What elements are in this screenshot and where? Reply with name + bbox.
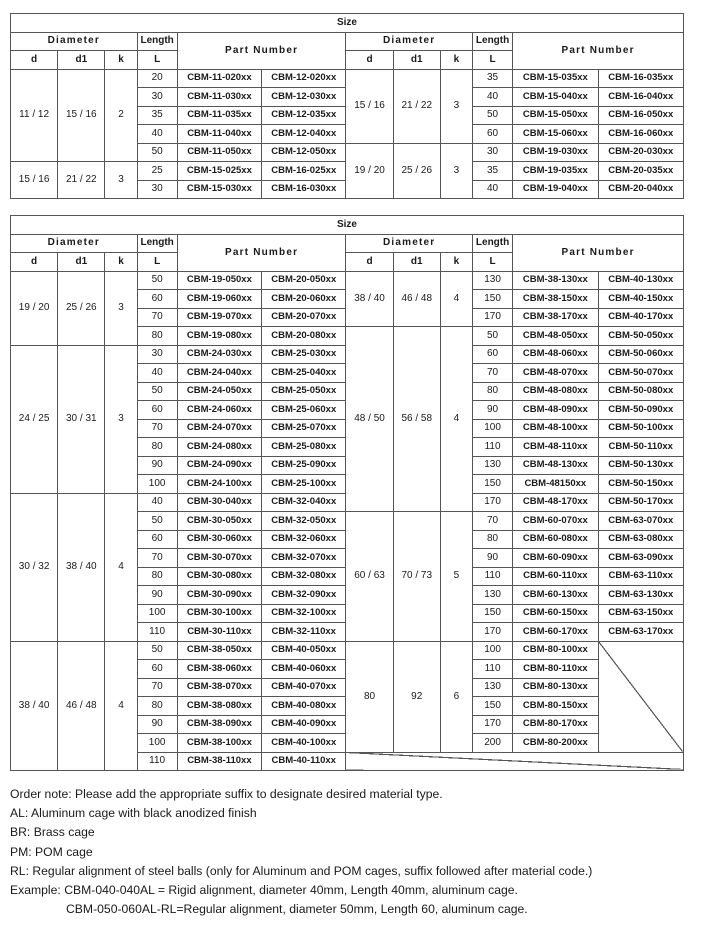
part-number-cell: CBM-11-035xx	[177, 106, 261, 125]
k-cell: 4	[105, 641, 137, 771]
part-number-cell: CBM-48-090xx	[513, 401, 598, 420]
part-number-cell: CBM-40-060xx	[262, 660, 346, 679]
length-cell: 60	[137, 290, 177, 309]
part-number-cell: CBM-50-170xx	[598, 493, 683, 512]
part-number-cell: CBM-40-100xx	[262, 734, 346, 753]
part-number-cell: CBM-80-150xx	[513, 697, 598, 716]
d1-cell: 25 / 26	[393, 143, 440, 199]
part-number-cell: CBM-50-110xx	[598, 438, 683, 457]
length-cell: 90	[137, 715, 177, 734]
note-line: AL: Aluminum cage with black anodized finish	[10, 806, 257, 821]
length-cell: 40	[472, 88, 512, 107]
part-number-cell: CBM-19-080xx	[177, 327, 261, 346]
length-cell: 40	[137, 125, 177, 144]
note-line: RL: Regular alignment of steel balls (only for Aluminum and POM cages, suffix followed after material code.)	[10, 863, 593, 878]
length-cell: 170	[472, 715, 512, 734]
part-number-cell: CBM-20-080xx	[262, 327, 346, 346]
part-number-cell: CBM-12-020xx	[262, 69, 346, 88]
part-number-cell: CBM-16-025xx	[262, 162, 346, 181]
length-cell: 110	[472, 567, 512, 586]
part-number-cell: CBM-60-110xx	[513, 567, 598, 586]
d-cell: 15 / 16	[11, 162, 58, 199]
part-number-cell: CBM-20-070xx	[262, 308, 346, 327]
part-number-cell: CBM-60-080xx	[513, 530, 598, 549]
part-number-cell: CBM-80-170xx	[513, 715, 598, 734]
part-number-cell: CBM-11-020xx	[177, 69, 261, 88]
part-number-cell: CBM-30-060xx	[177, 530, 261, 549]
length-cell: 80	[137, 327, 177, 346]
empty-filler-cell	[346, 752, 684, 771]
part-number-cell: CBM-16-030xx	[262, 180, 346, 199]
table-row	[11, 641, 684, 660]
length-cell: 30	[137, 345, 177, 364]
length-cell: 200	[472, 734, 512, 753]
length-cell: 150	[472, 290, 512, 309]
length-cell: 130	[472, 678, 512, 697]
part-number-cell: CBM-40-090xx	[262, 715, 346, 734]
part-number-cell: CBM-48-050xx	[513, 327, 598, 346]
part-number-cell: CBM-25-080xx	[262, 438, 346, 457]
length-cell: 30	[137, 180, 177, 199]
length-cell: 70	[137, 419, 177, 438]
empty-diagonal-cell	[598, 641, 683, 752]
part-number-cell: CBM-19-030xx	[513, 143, 598, 162]
part-number-cell: CBM-63-130xx	[598, 586, 683, 605]
length-cell: 100	[472, 419, 512, 438]
length-cell: 130	[472, 456, 512, 475]
part-number-cell: CBM-24-060xx	[177, 401, 261, 420]
part-number-cell: CBM-38-060xx	[177, 660, 261, 679]
d1-cell: 15 / 16	[58, 69, 105, 162]
part-number-cell: CBM-24-040xx	[177, 364, 261, 383]
k-cell: 2	[105, 69, 137, 162]
k-cell: 3	[105, 162, 137, 199]
k-cell: 3	[440, 143, 472, 199]
part-number-cell: CBM-24-090xx	[177, 456, 261, 475]
d1-cell: 56 / 58	[393, 327, 440, 512]
length-cell: 80	[137, 438, 177, 457]
d1-cell: 30 / 31	[58, 345, 105, 493]
size-header-row	[11, 216, 684, 235]
part-number-cell: CBM-32-080xx	[262, 567, 346, 586]
part-number-cell: CBM-38-090xx	[177, 715, 261, 734]
diameter-header: Diameter	[11, 234, 138, 253]
part-number-cell: CBM-32-100xx	[262, 604, 346, 623]
note-line: BR: Brass cage	[10, 825, 95, 840]
diameter-header: Diameter	[346, 32, 473, 51]
length-cell: 150	[472, 604, 512, 623]
length-cell: 90	[472, 549, 512, 568]
length-cell: 70	[137, 549, 177, 568]
part-number-cell: CBM-32-090xx	[262, 586, 346, 605]
part-number-cell: CBM-12-030xx	[262, 88, 346, 107]
part-number-cell: CBM-48-110xx	[513, 438, 598, 457]
length-cell: 100	[472, 641, 512, 660]
length-cell: 35	[472, 162, 512, 181]
length-cell: 20	[137, 69, 177, 88]
part-number-cell: CBM-25-040xx	[262, 364, 346, 383]
k-cell: 4	[440, 327, 472, 512]
part-number-cell: CBM-48-070xx	[513, 364, 598, 383]
k-cell: 3	[440, 69, 472, 143]
part-number-cell: CBM-19-060xx	[177, 290, 261, 309]
d1-cell: 46 / 48	[58, 641, 105, 771]
part-number-cell: CBM-60-130xx	[513, 586, 598, 605]
d-header: d	[346, 253, 393, 272]
part-number-cell: CBM-24-050xx	[177, 382, 261, 401]
part-number-cell: CBM-40-150xx	[598, 290, 683, 309]
d-cell: 24 / 25	[11, 345, 58, 493]
part-number-cell: CBM-32-050xx	[262, 512, 346, 531]
l-header: L	[472, 51, 512, 70]
part-number-cell: CBM-25-070xx	[262, 419, 346, 438]
part-number-cell: CBM-40-170xx	[598, 308, 683, 327]
part-number-cell: CBM-15-050xx	[513, 106, 598, 125]
part-number-cell: CBM-24-100xx	[177, 475, 261, 494]
k-header: k	[440, 51, 472, 70]
length-cell: 130	[472, 271, 512, 290]
length-cell: 60	[472, 345, 512, 364]
part-number-cell: CBM-24-030xx	[177, 345, 261, 364]
length-cell: 150	[472, 697, 512, 716]
table-row	[11, 271, 684, 290]
d-header: d	[11, 253, 58, 272]
part-number-cell: CBM-80-100xx	[513, 641, 598, 660]
part-number-cell: CBM-20-035xx	[598, 162, 683, 181]
d1-cell: 21 / 22	[393, 69, 440, 143]
part-number-cell: CBM-25-090xx	[262, 456, 346, 475]
part-number-cell: CBM-19-035xx	[513, 162, 598, 181]
length-cell: 70	[472, 512, 512, 531]
part-number-cell: CBM-80-130xx	[513, 678, 598, 697]
d1-header: d1	[58, 51, 105, 70]
part-number-cell: CBM-30-080xx	[177, 567, 261, 586]
d1-cell: 21 / 22	[58, 162, 105, 199]
d-cell: 19 / 20	[11, 271, 58, 345]
length-header: Length	[137, 234, 177, 253]
l-header: L	[137, 51, 177, 70]
d-header: d	[11, 51, 58, 70]
d1-cell: 25 / 26	[58, 271, 105, 345]
part-number-cell: CBM-20-030xx	[598, 143, 683, 162]
part-number-cell: CBM-19-070xx	[177, 308, 261, 327]
length-cell: 30	[137, 88, 177, 107]
length-cell: 50	[137, 382, 177, 401]
length-cell: 90	[137, 456, 177, 475]
length-cell: 90	[472, 401, 512, 420]
part-number-cell: CBM-63-090xx	[598, 549, 683, 568]
length-cell: 90	[137, 586, 177, 605]
part-number-cell: CBM-63-150xx	[598, 604, 683, 623]
part-number-cell: CBM-25-100xx	[262, 475, 346, 494]
length-cell: 60	[137, 401, 177, 420]
part-number-cell: CBM-50-070xx	[598, 364, 683, 383]
length-cell: 50	[137, 271, 177, 290]
length-cell: 60	[137, 530, 177, 549]
d1-cell: 38 / 40	[58, 493, 105, 641]
part-number-cell: CBM-20-050xx	[262, 271, 346, 290]
part-number-cell: CBM-12-035xx	[262, 106, 346, 125]
size-header: Size	[11, 14, 684, 33]
length-cell: 80	[137, 567, 177, 586]
length-cell: 40	[137, 364, 177, 383]
d-cell: 80	[346, 641, 393, 752]
part-number-cell: CBM-30-090xx	[177, 586, 261, 605]
note-line-indent: CBM-050-060AL-RL=Regular alignment, diameter 50mm, Length 60, aluminum cage.	[66, 902, 528, 917]
part-number-cell: CBM-30-050xx	[177, 512, 261, 531]
l-header: L	[472, 253, 512, 272]
part-number-cell: CBM-32-070xx	[262, 549, 346, 568]
part-number-cell: CBM-16-050xx	[598, 106, 683, 125]
length-cell: 110	[137, 623, 177, 642]
part-number-cell: CBM-40-080xx	[262, 697, 346, 716]
part-number-cell: CBM-32-060xx	[262, 530, 346, 549]
part-number-cell: CBM-63-170xx	[598, 623, 683, 642]
d-cell: 15 / 16	[346, 69, 393, 143]
size-table-1	[10, 13, 684, 199]
part-number-cell: CBM-24-080xx	[177, 438, 261, 457]
length-cell: 80	[137, 697, 177, 716]
length-cell: 130	[472, 586, 512, 605]
part-number-cell: CBM-38-150xx	[513, 290, 598, 309]
length-cell: 60	[137, 660, 177, 679]
diameter-header: Diameter	[346, 234, 473, 253]
d1-cell: 92	[393, 641, 440, 752]
part-number-cell: CBM-12-050xx	[262, 143, 346, 162]
column-group-header-row	[11, 234, 684, 253]
part-number-cell: CBM-48-080xx	[513, 382, 598, 401]
part-number-cell: CBM-50-050xx	[598, 327, 683, 346]
part-number-cell: CBM-63-080xx	[598, 530, 683, 549]
table-row	[11, 69, 684, 88]
k-cell: 4	[105, 493, 137, 641]
part-number-cell: CBM-16-040xx	[598, 88, 683, 107]
length-cell: 170	[472, 623, 512, 642]
length-cell: 35	[137, 106, 177, 125]
diameter-header: Diameter	[11, 32, 138, 51]
part-number-cell: CBM-60-090xx	[513, 549, 598, 568]
length-cell: 110	[137, 752, 177, 771]
part-number-cell: CBM-20-060xx	[262, 290, 346, 309]
length-header: Length	[137, 32, 177, 51]
part-number-cell: CBM-16-035xx	[598, 69, 683, 88]
part-number-cell: CBM-20-040xx	[598, 180, 683, 199]
part-number-cell: CBM-38-080xx	[177, 697, 261, 716]
part-number-cell: CBM-50-130xx	[598, 456, 683, 475]
part-number-cell: CBM-38-100xx	[177, 734, 261, 753]
k-cell: 6	[440, 641, 472, 752]
part-number-cell: CBM-11-040xx	[177, 125, 261, 144]
length-cell: 40	[472, 180, 512, 199]
length-header: Length	[472, 32, 512, 51]
length-cell: 25	[137, 162, 177, 181]
d1-header: d1	[58, 253, 105, 272]
length-cell: 50	[472, 106, 512, 125]
d-cell: 48 / 50	[346, 327, 393, 512]
part-number-cell: CBM-32-040xx	[262, 493, 346, 512]
d-header: d	[346, 51, 393, 70]
part-number-cell: CBM-19-040xx	[513, 180, 598, 199]
length-cell: 100	[137, 604, 177, 623]
part-number-cell: CBM-60-070xx	[513, 512, 598, 531]
part-number-cell: CBM-50-100xx	[598, 419, 683, 438]
length-cell: 50	[137, 641, 177, 660]
part-number-header: Part Number	[513, 234, 684, 271]
length-cell: 170	[472, 493, 512, 512]
part-number-cell: CBM-60-150xx	[513, 604, 598, 623]
part-number-cell: CBM-15-060xx	[513, 125, 598, 144]
part-number-cell: CBM-48-100xx	[513, 419, 598, 438]
length-cell: 50	[137, 143, 177, 162]
d1-cell: 46 / 48	[393, 271, 440, 327]
part-number-cell: CBM-48150xx	[513, 475, 598, 494]
part-number-cell: CBM-30-070xx	[177, 549, 261, 568]
part-number-cell: CBM-50-060xx	[598, 345, 683, 364]
part-number-cell: CBM-38-170xx	[513, 308, 598, 327]
length-cell: 150	[472, 475, 512, 494]
part-number-cell: CBM-80-110xx	[513, 660, 598, 679]
length-cell: 50	[137, 512, 177, 531]
part-number-cell: CBM-30-040xx	[177, 493, 261, 512]
part-number-cell: CBM-63-070xx	[598, 512, 683, 531]
part-number-cell: CBM-38-110xx	[177, 752, 261, 771]
part-number-cell: CBM-50-090xx	[598, 401, 683, 420]
d-cell: 38 / 40	[346, 271, 393, 327]
length-cell: 100	[137, 734, 177, 753]
length-cell: 110	[472, 438, 512, 457]
l-header: L	[137, 253, 177, 272]
part-number-cell: CBM-38-130xx	[513, 271, 598, 290]
k-cell: 3	[105, 345, 137, 493]
length-cell: 30	[472, 143, 512, 162]
note-line: PM: POM cage	[10, 844, 93, 859]
length-cell: 170	[472, 308, 512, 327]
k-cell: 4	[440, 271, 472, 327]
part-number-cell: CBM-30-100xx	[177, 604, 261, 623]
part-number-cell: CBM-48-060xx	[513, 345, 598, 364]
length-cell: 35	[472, 69, 512, 88]
column-group-header-row	[11, 32, 684, 51]
k-cell: 5	[440, 512, 472, 642]
length-cell: 70	[137, 308, 177, 327]
d-cell: 11 / 12	[11, 69, 58, 162]
length-cell: 80	[472, 530, 512, 549]
part-number-cell: CBM-15-035xx	[513, 69, 598, 88]
size-header-row	[11, 14, 684, 33]
d1-header: d1	[393, 253, 440, 272]
part-number-cell: CBM-48-170xx	[513, 493, 598, 512]
order-notes	[10, 785, 690, 919]
d-cell: 19 / 20	[346, 143, 393, 199]
part-number-cell: CBM-48-130xx	[513, 456, 598, 475]
length-cell: 60	[472, 125, 512, 144]
d-cell: 30 / 32	[11, 493, 58, 641]
note-line: Order note: Please add the appropriate suffix to designate desired material type.	[10, 787, 443, 801]
part-number-cell: CBM-16-060xx	[598, 125, 683, 144]
length-header: Length	[472, 234, 512, 253]
part-number-header: Part Number	[177, 32, 346, 69]
part-number-cell: CBM-30-110xx	[177, 623, 261, 642]
part-number-cell: CBM-40-050xx	[262, 641, 346, 660]
part-number-cell: CBM-19-050xx	[177, 271, 261, 290]
k-header: k	[105, 253, 137, 272]
part-number-cell: CBM-15-040xx	[513, 88, 598, 107]
d-cell: 60 / 63	[346, 512, 393, 642]
length-cell: 100	[137, 475, 177, 494]
part-number-cell: CBM-25-060xx	[262, 401, 346, 420]
size-header: Size	[11, 216, 684, 235]
part-number-cell: CBM-12-040xx	[262, 125, 346, 144]
length-cell: 70	[472, 364, 512, 383]
part-number-cell: CBM-25-030xx	[262, 345, 346, 364]
part-number-cell: CBM-80-200xx	[513, 734, 598, 753]
d-cell: 38 / 40	[11, 641, 58, 771]
d1-cell: 70 / 73	[393, 512, 440, 642]
k-header: k	[440, 253, 472, 272]
note-line: Example: CBM-040-040AL = Rigid alignment, diameter 40mm, Length 40mm, aluminum cage.	[10, 883, 518, 898]
d1-header: d1	[393, 51, 440, 70]
part-number-cell: CBM-32-110xx	[262, 623, 346, 642]
part-number-cell: CBM-11-050xx	[177, 143, 261, 162]
length-cell: 40	[137, 493, 177, 512]
part-number-header: Part Number	[513, 32, 684, 69]
part-number-cell: CBM-50-150xx	[598, 475, 683, 494]
size-table-2	[10, 215, 684, 771]
part-number-cell: CBM-40-110xx	[262, 752, 346, 771]
length-cell: 70	[137, 678, 177, 697]
part-number-cell: CBM-40-130xx	[598, 271, 683, 290]
part-number-cell: CBM-15-030xx	[177, 180, 261, 199]
part-number-header: Part Number	[177, 234, 346, 271]
part-number-cell: CBM-38-050xx	[177, 641, 261, 660]
k-cell: 3	[105, 271, 137, 345]
part-number-cell: CBM-50-080xx	[598, 382, 683, 401]
length-cell: 50	[472, 327, 512, 346]
part-number-cell: CBM-24-070xx	[177, 419, 261, 438]
length-cell: 110	[472, 660, 512, 679]
part-number-cell: CBM-40-070xx	[262, 678, 346, 697]
part-number-cell: CBM-11-030xx	[177, 88, 261, 107]
length-cell: 80	[472, 382, 512, 401]
part-number-cell: CBM-63-110xx	[598, 567, 683, 586]
part-number-cell: CBM-38-070xx	[177, 678, 261, 697]
k-header: k	[105, 51, 137, 70]
part-number-cell: CBM-60-170xx	[513, 623, 598, 642]
part-number-cell: CBM-25-050xx	[262, 382, 346, 401]
part-number-cell: CBM-15-025xx	[177, 162, 261, 181]
